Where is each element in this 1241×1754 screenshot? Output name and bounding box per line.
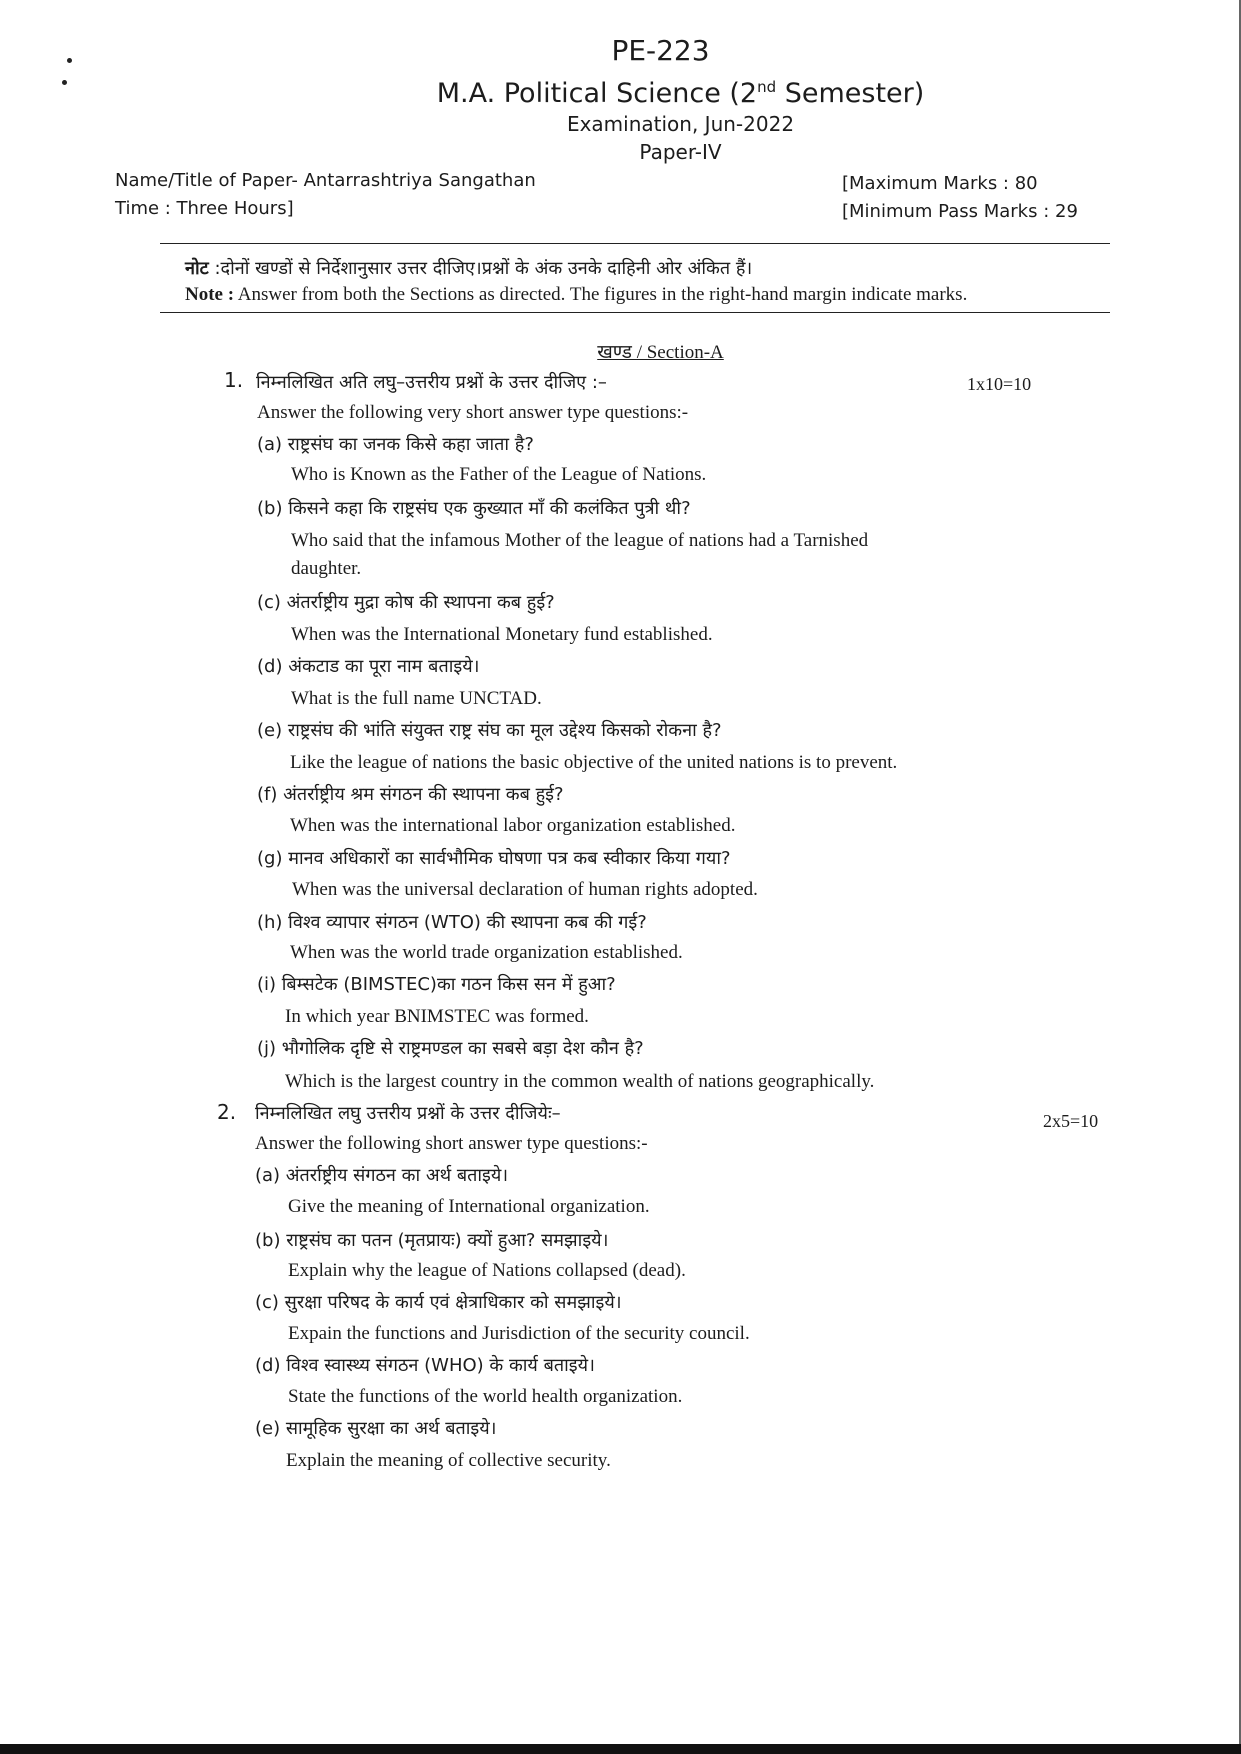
question-hindi: निम्नलिखित लघु उत्तरीय प्रश्नों के उत्तर दीजियेः– <box>255 1103 561 1124</box>
question-english: Answer the following short answer type questions:- <box>255 1133 648 1154</box>
sub-question-english: Explain the meaning of collective security. <box>286 1450 611 1471</box>
sub-question-english: In which year BNIMSTEC was formed. <box>285 1006 589 1027</box>
sub-question-english: Who said that the infamous Mother of the league of nations had a Tarnished <box>291 530 869 551</box>
exam-session: Examination, Jun-2022 <box>566 112 795 136</box>
max-marks: [Maximum Marks : 80 <box>842 173 1038 194</box>
sub-question-hindi: (c) अंतर्राष्ट्रीय मुद्रा कोष की स्थापना कब हुई? <box>257 592 555 613</box>
sub-question-english: What is the full name UNCTAD. <box>291 688 542 709</box>
sub-question-english: Explain why the league of Nations collapsed (dead). <box>288 1260 686 1281</box>
sub-question-hindi: (d) विश्व स्वास्थ्य संगठन (WHO) के कार्य बताइये। <box>255 1355 595 1376</box>
sub-question-english: When was the world trade organization established. <box>290 942 683 963</box>
sub-question-english: When was the International Monetary fund established. <box>291 624 713 645</box>
divider <box>160 243 1110 244</box>
min-pass-marks: [Minimum Pass Marks : 29 <box>842 201 1078 222</box>
sub-question-hindi: (i) बिम्सटेक (BIMSTEC)का गठन किस सन में हुआ? <box>257 974 616 995</box>
course-title: M.A. Political Science (2nd Semester) <box>436 78 925 109</box>
sub-question-hindi: (a) राष्ट्रसंघ का जनक किसे कहा जाता है? <box>257 434 534 455</box>
section-heading: खण्ड / Section-A <box>597 342 724 363</box>
sub-question-english: Who is Known as the Father of the League of Nations. <box>291 464 707 485</box>
sub-question-english: Give the meaning of International organization. <box>288 1196 650 1217</box>
sub-question-hindi: (h) विश्व व्यापार संगठन (WTO) की स्थापना कब की गई? <box>257 912 647 933</box>
sub-question-english: Which is the largest country in the common wealth of nations geographically. <box>285 1071 875 1092</box>
question-hindi: निम्नलिखित अति लघु–उत्तरीय प्रश्नों के उत्तर दीजिए :– <box>256 372 607 393</box>
question-number: 2. <box>217 1100 237 1124</box>
sub-question-english: When was the universal declaration of human rights adopted. <box>292 879 758 900</box>
sub-question-hindi: (g) मानव अधिकारों का सार्वभौमिक घोषणा पत्र कब स्वीकार किया गया? <box>257 848 731 869</box>
note-english: Note : Answer from both the Sections as directed. The figures in the right-hand margin indicate marks. <box>185 284 968 305</box>
divider <box>160 312 1110 313</box>
question-marks: 1x10=10 <box>967 374 1032 394</box>
sub-question-hindi: (e) राष्ट्रसंघ की भांति संयुक्त राष्ट्र संघ का मूल उद्देश्य किसको रोकना है? <box>257 720 722 741</box>
question-english: Answer the following very short answer type questions:- <box>257 402 689 423</box>
scan-border <box>0 1744 1241 1754</box>
sub-question-hindi: (j) भौगोलिक दृष्टि से राष्ट्रमण्डल का सबसे बड़ा देश कौन है? <box>257 1038 644 1059</box>
sub-question-hindi: (c) सुरक्षा परिषद के कार्य एवं क्षेत्राधिकार को समझाइये। <box>255 1292 622 1313</box>
paper-title: Name/Title of Paper- Antarrashtriya Sangathan <box>115 170 536 191</box>
paper-number: Paper-IV <box>639 140 722 164</box>
sub-question-english: Like the league of nations the basic objective of the united nations is to prevent. <box>290 752 898 773</box>
sub-question-english: Expain the functions and Jurisdiction of the security council. <box>288 1323 750 1344</box>
sub-question-english: daughter. <box>291 558 362 579</box>
sub-question-hindi: (d) अंकटाड का पूरा नाम बताइये। <box>257 656 480 677</box>
sub-question-hindi: (f) अंतर्राष्ट्रीय श्रम संगठन की स्थापना कब हुई? <box>257 784 564 805</box>
sub-question-hindi: (b) किसने कहा कि राष्ट्रसंघ एक कुख्यात माँ की कलंकित पुत्री थी? <box>257 498 691 519</box>
sub-question-english: When was the international labor organization established. <box>290 815 736 836</box>
question-number: 1. <box>224 368 244 392</box>
sub-question-hindi: (e) सामूहिक सुरक्षा का अर्थ बताइये। <box>255 1418 497 1439</box>
question-marks: 2x5=10 <box>1043 1111 1099 1131</box>
exam-time: Time : Three Hours] <box>115 198 294 219</box>
note-hindi: नोट :दोनों खण्डों से निर्देशानुसार उत्तर दीजिए।प्रश्नों के अंक उनके दाहिनी ओर अंकित हैं। <box>185 258 753 279</box>
sub-question-hindi: (a) अंतर्राष्ट्रीय संगठन का अर्थ बताइये। <box>255 1165 509 1186</box>
sub-question-hindi: (b) राष्ट्रसंघ का पतन (मृतप्रायः) क्यों हुआ? समझाइये। <box>255 1230 609 1251</box>
paper-code: PE-223 <box>611 34 710 67</box>
sub-question-english: State the functions of the world health organization. <box>288 1386 683 1407</box>
